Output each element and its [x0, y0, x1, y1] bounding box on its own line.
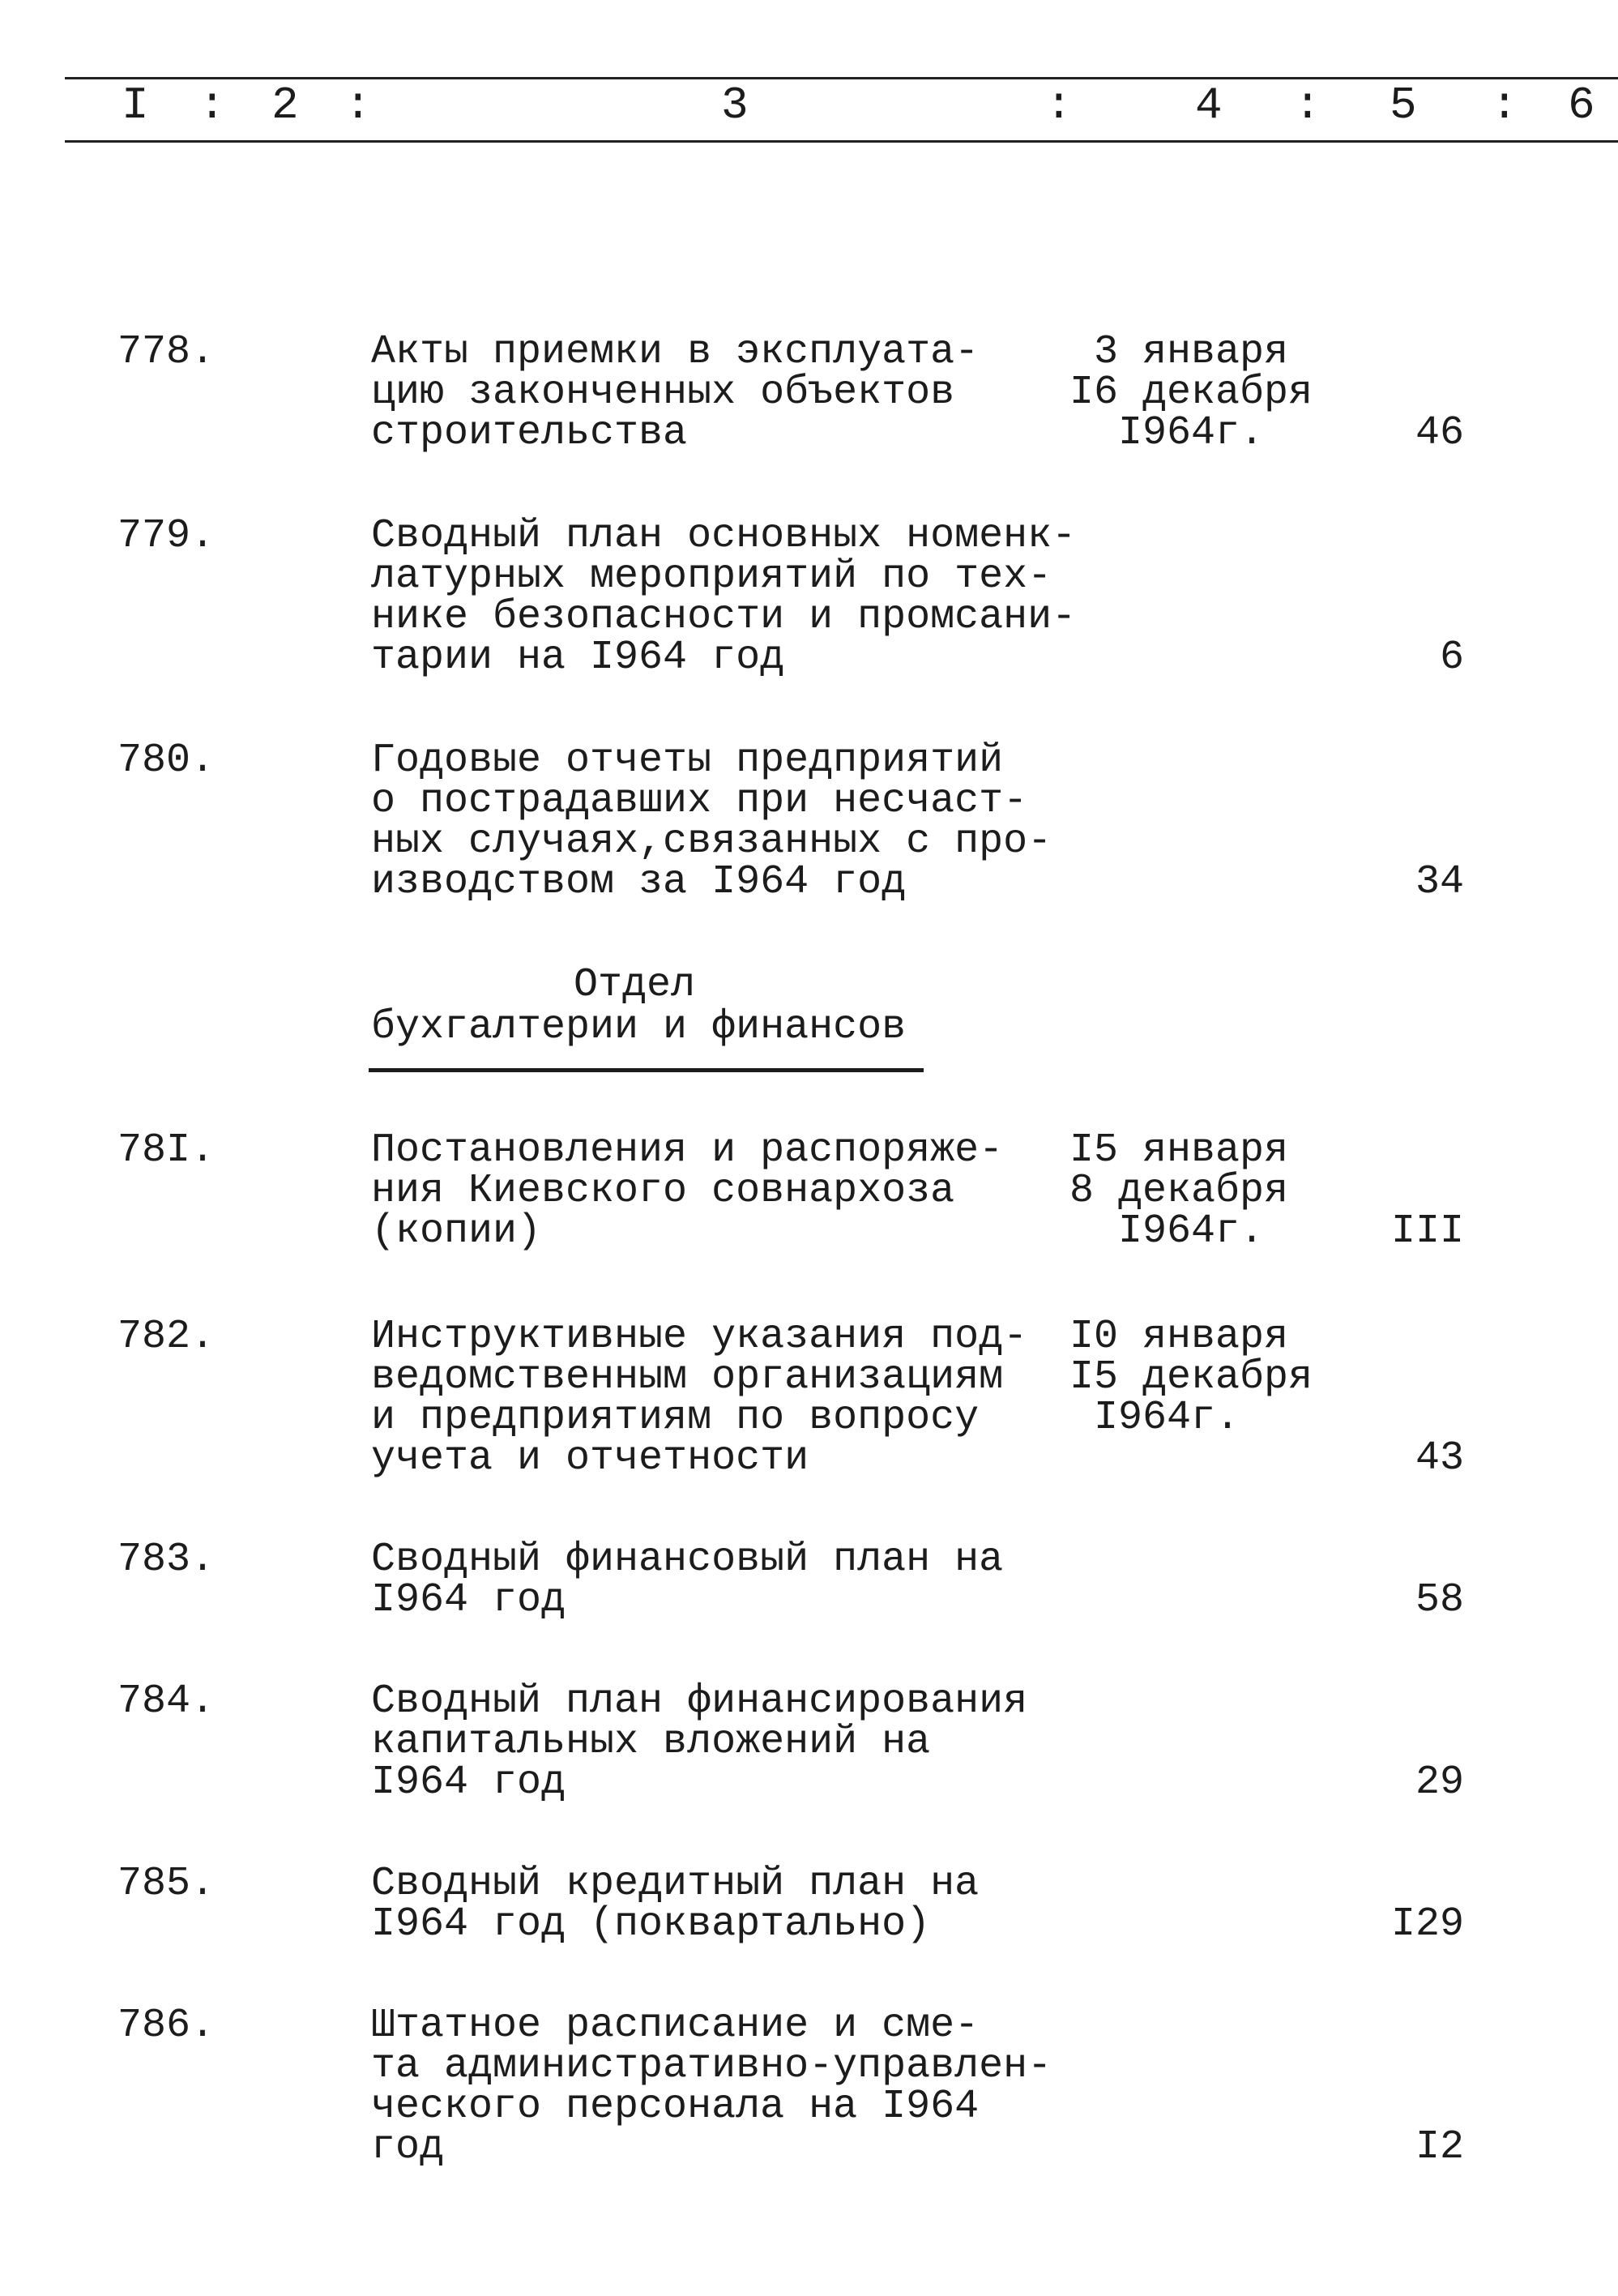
entry-date-start: 3 января [1094, 329, 1289, 375]
entry-dates [1069, 1127, 1345, 1255]
entry-number: 785. [117, 1861, 216, 1907]
entry-title-line: учета и отчетности [371, 1435, 809, 1481]
header-col-3: 3 [721, 79, 749, 131]
entry-sheet-count: 29 [1415, 1759, 1464, 1806]
header-separator: : [344, 79, 372, 131]
entry-title [371, 1861, 1116, 1948]
entry-title [371, 1678, 1116, 1806]
entry-title-line: латурных мероприятий по тех- [371, 554, 1052, 600]
entry-title-line: I964 год (поквартально) [371, 1901, 931, 1948]
entry-title-line: та административно-управлен- [371, 2043, 1052, 2089]
entry-dates [1069, 329, 1345, 456]
entry-title-line: Сводный план основных номенк- [371, 513, 1077, 559]
entry-sheet-count: 6 [1439, 635, 1464, 681]
entry-number: 778. [117, 329, 216, 375]
entry-title-line: цию законченных объектов [371, 370, 955, 416]
entry-title-line: Инструктивные указания под- [371, 1314, 1028, 1360]
entry-title-line: ческого персонала на I964 [371, 2084, 980, 2130]
section-heading-line: Отдел [574, 962, 696, 1008]
entry-title-line: ных случаях,связанных с про- [371, 819, 1052, 865]
entry-date-end: I5 декабря [1069, 1354, 1313, 1400]
entry-date-start: I0 января [1069, 1314, 1289, 1360]
entry-title-line: I964 год [371, 1759, 566, 1806]
header-separator: : [199, 79, 226, 131]
entry-title-line: о пострадавших при несчаст- [371, 778, 1028, 824]
header-separator: : [1294, 79, 1321, 131]
entry-title [371, 513, 1116, 681]
entry-title-line: Сводный финансовый план на [371, 1537, 1004, 1583]
entry-title [371, 1127, 1116, 1255]
entry-date-year: I964г. [1118, 1208, 1265, 1255]
entry-number: 779. [117, 513, 216, 559]
entry-sheet-count: I29 [1390, 1901, 1464, 1948]
header-col-1: I [122, 79, 149, 131]
entry-title [371, 2003, 1116, 2170]
entry-title-line: и предприятиям по вопросу [371, 1395, 980, 1441]
entry-title-line: Акты приемки в эксплуата- [371, 329, 980, 375]
entry-title-line: Годовые отчеты предприятий [371, 738, 1004, 784]
header-separator: : [1045, 79, 1073, 131]
entry-title-line: капитальных вложений на [371, 1719, 931, 1765]
entry-title-line: (копии) [371, 1208, 542, 1255]
entry-sheet-count: I2 [1415, 2124, 1464, 2170]
entry-title [371, 738, 1116, 905]
entry-sheet-count: 58 [1415, 1577, 1464, 1623]
entry-date-end: I6 декабря [1069, 370, 1313, 416]
entry-number: 78I. [117, 1127, 216, 1174]
entry-title-line: тарии на I964 год [371, 635, 785, 681]
entry-title-line: Сводный план финансирования [371, 1678, 1028, 1725]
entry-sheet-count: 43 [1415, 1435, 1464, 1481]
entry-title-line: I964 год [371, 1577, 566, 1623]
entry-number: 782. [117, 1314, 216, 1360]
header-col-5: 5 [1390, 79, 1417, 131]
entry-date-year: I964г. [1118, 410, 1265, 456]
section-underline [369, 1068, 924, 1072]
entry-dates [1069, 1314, 1345, 1441]
entry-number: 780. [117, 738, 216, 784]
entry-date-start: I5 января [1069, 1127, 1289, 1174]
entry-number: 783. [117, 1537, 216, 1583]
entry-title [371, 1537, 1116, 1623]
entry-title-line: строительства [371, 410, 688, 456]
entry-number: 784. [117, 1678, 216, 1725]
entry-title-line: ведомственным организациям [371, 1354, 1004, 1400]
entry-date-end: 8 декабря [1069, 1168, 1289, 1214]
entry-date-year: I964г. [1094, 1395, 1240, 1441]
entry-number: 786. [117, 2003, 216, 2049]
section-heading [371, 964, 906, 1049]
entry-sheet-count: 34 [1415, 859, 1464, 905]
entry-title-line: Штатное расписание и сме- [371, 2003, 980, 2049]
entry-title-line: нике безопасности и промсани- [371, 594, 1077, 640]
entry-title-line: год [371, 2124, 445, 2170]
header-col-2: 2 [271, 79, 299, 131]
header-col-6: 6 [1568, 79, 1595, 131]
entry-title-line: Постановления и распоряже- [371, 1127, 1004, 1174]
entry-title [371, 1314, 1116, 1481]
entry-title-line: ния Киевского совнархоза [371, 1168, 955, 1214]
entry-title [371, 329, 1116, 456]
header-col-4: 4 [1195, 79, 1223, 131]
entry-sheet-count: 46 [1415, 410, 1464, 456]
entry-title-line: изводством за I964 год [371, 859, 907, 905]
header-separator: : [1491, 79, 1518, 131]
entry-title-line: Сводный кредитный план на [371, 1861, 980, 1907]
header-bottom-rule [65, 140, 1618, 143]
entry-sheet-count: III [1390, 1208, 1464, 1255]
section-heading-line: бухгалтерии и финансов [371, 1004, 907, 1050]
